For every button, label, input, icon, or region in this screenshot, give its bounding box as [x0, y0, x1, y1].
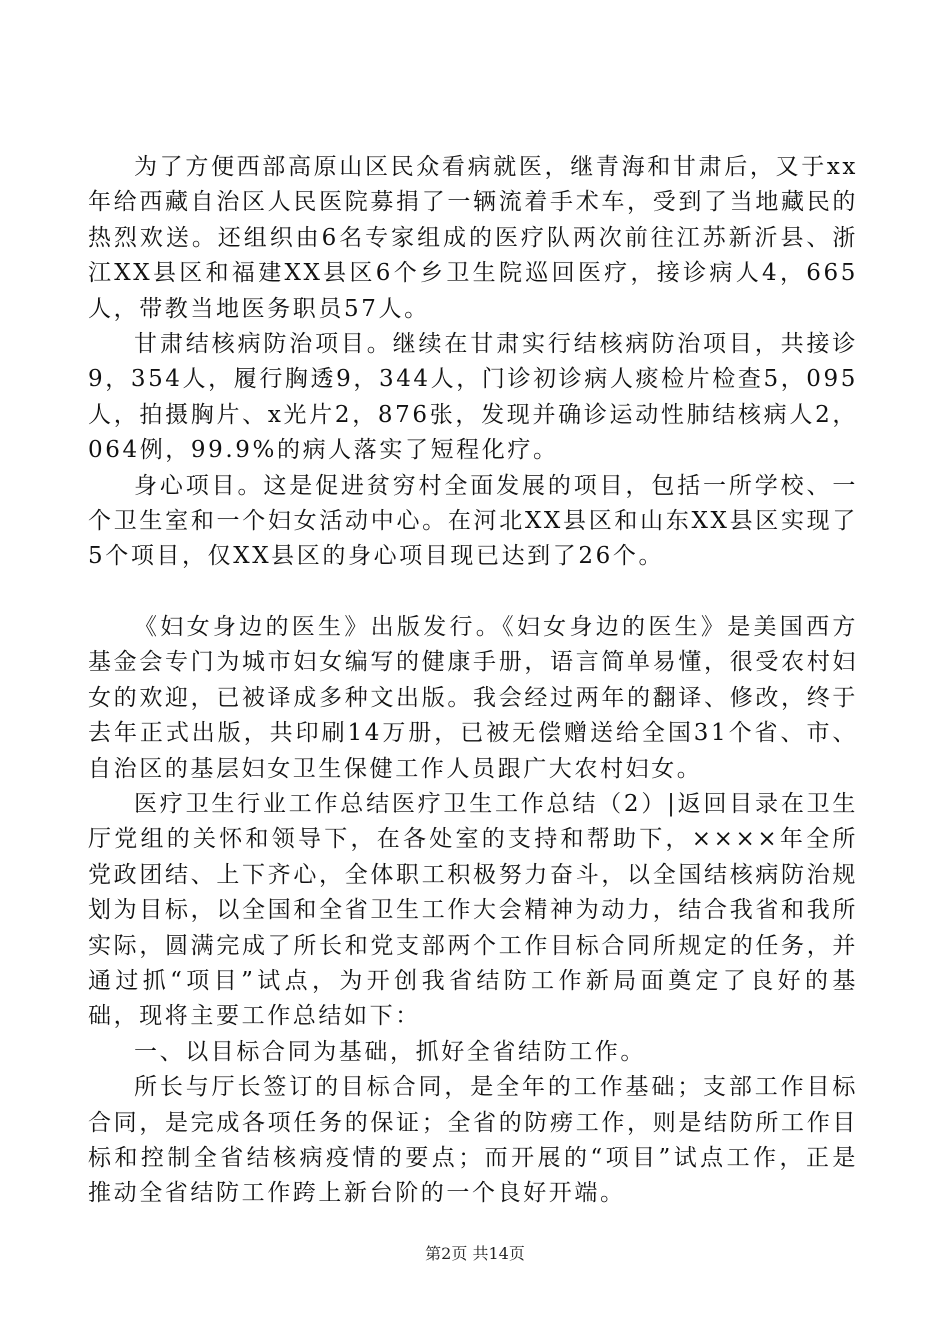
paragraph-book-publication: 《妇女身边的医生》出版发行。《妇女身边的医生》是美国西方基金会专门为城市妇女编写的健康手册，语言简单易懂，很受农村妇女的欢迎，已被译成多种文出版。我会经过两年的翻译、修改，终于去年正式出版，共印刷14万册，已被无偿赠送给全国31个省、市、自治区的基层妇女卫生保健工作人员跟广大农村妇女。: [88, 613, 858, 782]
paragraph-target-contract: 所长与厅长签订的目标合同，是全年的工作基础；支部工作目标合同，是完成各项任务的保证；全省的防痨工作，则是结防所工作目标和控制全省结核病疫情的要点；而开展的“项目”试点工作，正是推动全省结防工作跨上新台阶的一个良好开端。: [88, 1074, 858, 1207]
paragraph-medical-aid: 为了方便西部高原山区民众看病就医，继青海和甘肃后，又于xx年给西藏自治区人民医院募捐了一辆流着手术车，受到了当地藏民的热烈欢送。还组织由6名专家组成的医疗队两次前往江苏新沂县、浙江XX县区和福建XX县区6个乡卫生院巡回医疗，接诊病人4，665人，带教当地医务职员57人。: [88, 154, 858, 322]
paragraph-tb-project: 甘肃结核病防治项目。继续在甘肃实行结核病防治项目，共接诊9，354人，履行胸透9，344人，门诊初诊病人痰检片检查5，095人，拍摄胸片、x光片2，876张，发现并确诊运动性肺结核病人2，064例，99.9%的病人落实了短程化疗。: [88, 331, 858, 464]
paragraph-work-summary: 医疗卫生行业工作总结医疗卫生工作总结（2）|返回目录在卫生厅党组的关怀和领导下，在各处室的支持和帮助下，××××年全所党政团结、上下齐心，全体职工积极努力奋斗，以全国结核病防治规划为目标，以全国和全省卫生工作大会精神为动力，结合我省和我所实际，圆满完成了所长和党支部两个工作目标合同所规定的任务，并通过抓“项目”试点，为开创我省结防工作新局面奠定了良好的基础，现将主要工作总结如下：: [88, 790, 858, 1030]
paragraph-body-mind-project: 身心项目。这是促进贫穷村全面发展的项目，包括一所学校、一个卫生室和一个妇女活动中心。在河北XX县区和山东XX县区实现了5个项目，仅XX县区的身心项目现已达到了26个。: [88, 472, 858, 570]
page-number: 第2页: [425, 1244, 468, 1263]
document-body: [88, 150, 858, 1212]
page-footer: [0, 1244, 950, 1264]
section-heading-target-contract: 一、以目标合同为基础，抓好全省结防工作。: [134, 1038, 646, 1065]
total-pages: 共14页: [472, 1244, 525, 1263]
paragraph-spacer: [88, 575, 858, 610]
